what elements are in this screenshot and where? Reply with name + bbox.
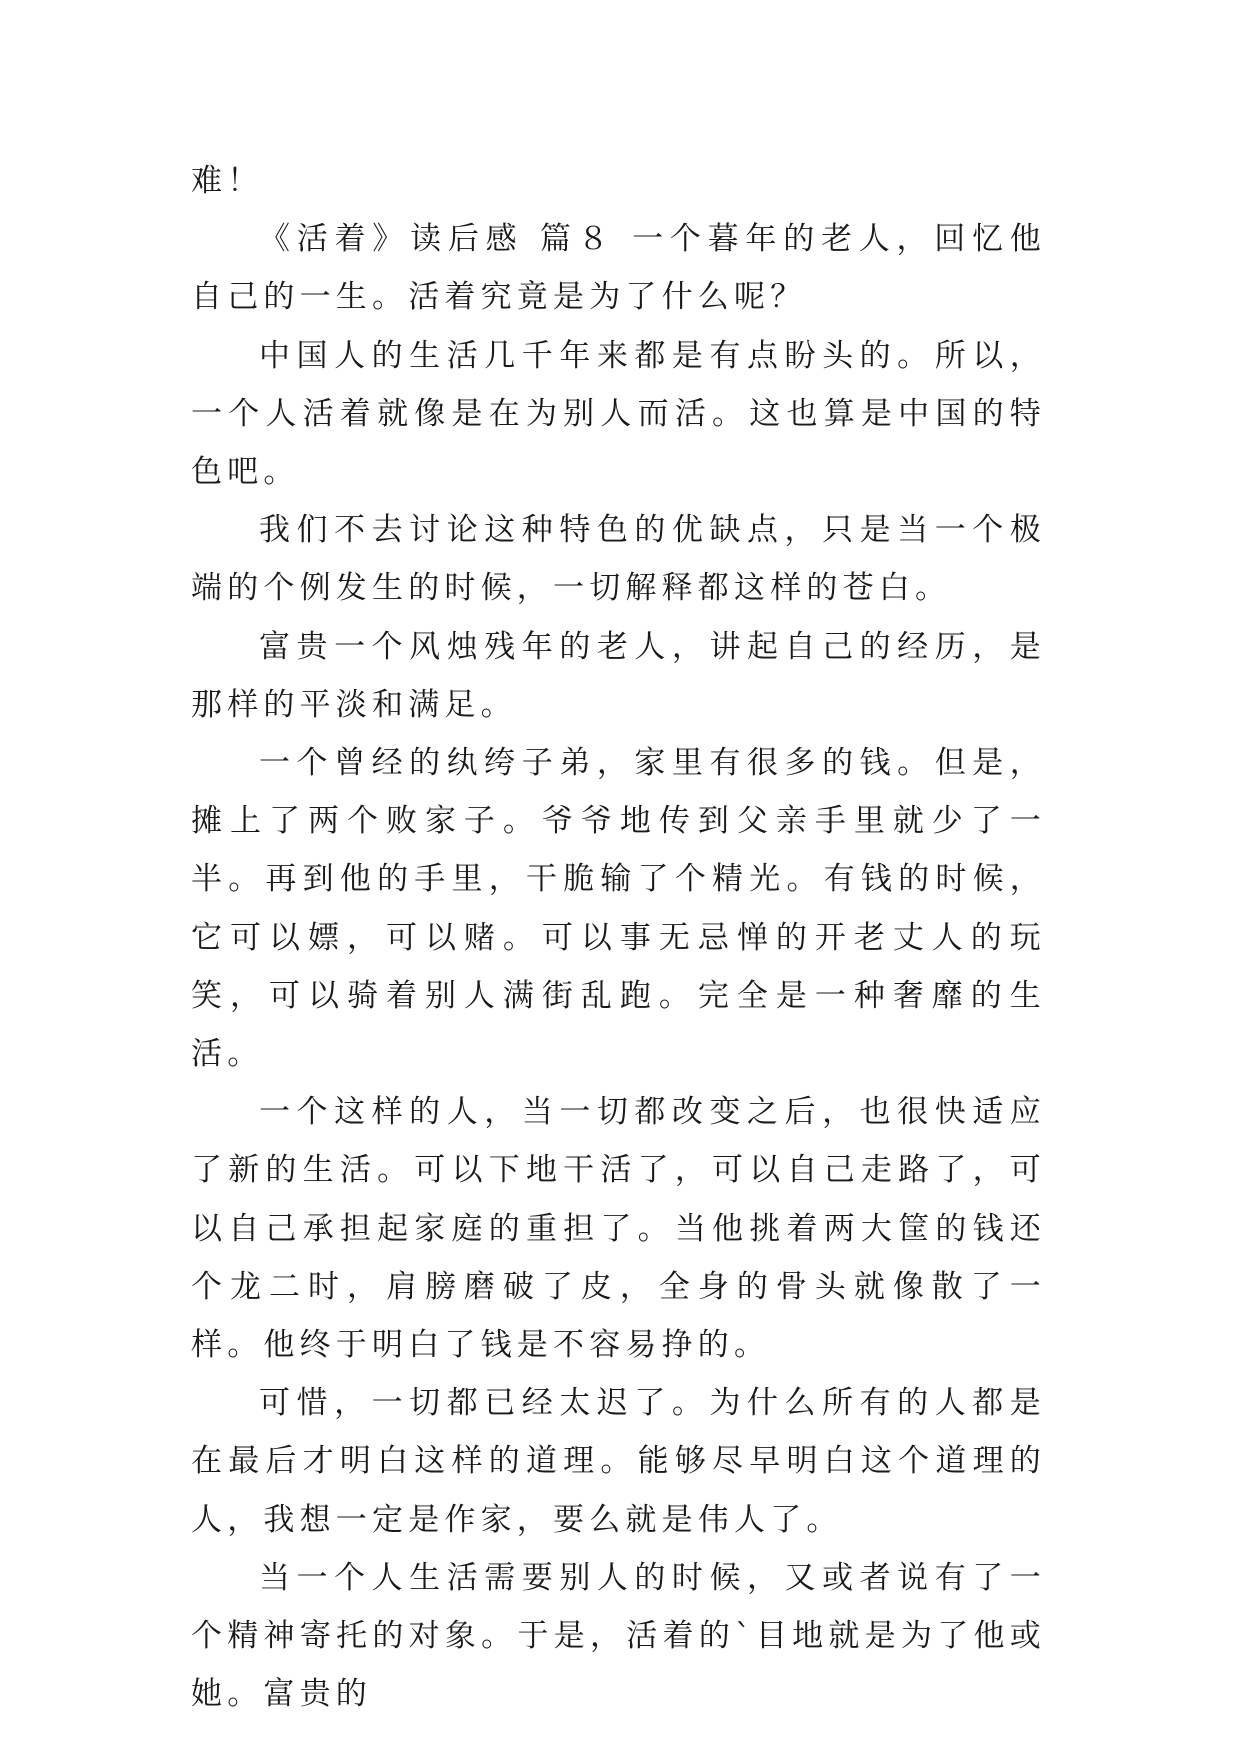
paragraph: 可惜，一切都已经太迟了。为什么所有的人都是在最后才明白这样的道理。能够尽早明白这个道理的人，我想一定是作家，要么就是伟人了。 [191,1385,1046,1538]
paragraph: 中国人的生活几千年来都是有点盼头的。所以，一个人活着就像是在为别人而活。这也算是中国的特色吧。 [191,337,1046,491]
paragraph-continuation: 难！ [191,163,264,199]
paragraph: 当一个人生活需要别人的时候，又或者说有了一个精神寄托的对象。于是，活着的`目地就是为了他或她。富贵的 [191,1559,1046,1713]
paragraph: 一个这样的人，当一切都改变之后，也很快适应了新的生活。可以下地干活了，可以自己走路了，可以自己承担起家庭的重担了。当他挑着两大筐的钱还个龙二时，肩膀磨破了皮，全身的骨头就像散了一样。他终于明白了钱是不容易挣的。 [191,1094,1046,1364]
paragraph: 一个曾经的纨绔子弟，家里有很多的钱。但是，摊上了两个败家子。爷爷地传到父亲手里就少了一半。再到他的手里，干脆输了个精光。有钱的时候，它可以嫖，可以赌。可以事无忌惮的开老丈人的玩笑，可以骑着别人满街乱跑。完全是一种奢靡的生活。 [191,745,1046,1073]
body-text [191,152,1046,1723]
paragraph-essay-heading: 《活着》读后感 篇８ 一个暮年的老人，回忆他自己的一生。活着究竟是为了什么呢？ [191,221,1046,316]
paragraph: 我们不去讨论这种特色的优缺点，只是当一个极端的个例发生的时候，一切解释都这样的苍白。 [191,512,1046,607]
paragraph: 富贵一个风烛残年的老人，讲起自己的经历，是那样的平淡和满足。 [191,628,1046,723]
